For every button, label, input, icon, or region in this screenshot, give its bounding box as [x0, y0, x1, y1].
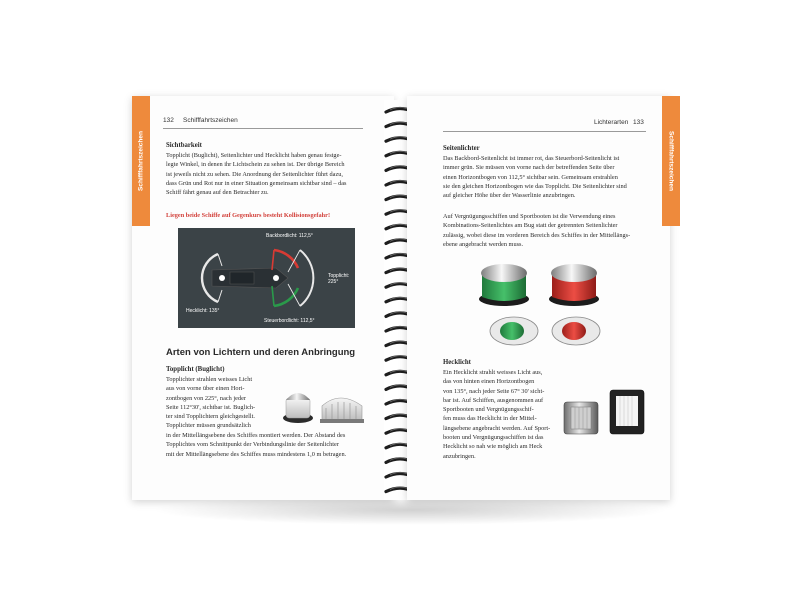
- text-line: auf gleicher Höhe über der Wasserlinie anzubringen.: [443, 192, 576, 200]
- left-side-tab-label: Schifffahrtszeichen: [137, 131, 145, 191]
- text-line: das von hinten einen Horizontbogen: [443, 378, 535, 386]
- right-header-rule: [443, 131, 646, 132]
- right-side-tab-label: Schifffahrtszeichen: [667, 131, 675, 191]
- starboard-light-label: Steuerbordlicht: 112,5°: [264, 318, 315, 324]
- text-line: bar ist. Auf Schiffen, ausgenommen auf: [443, 396, 544, 404]
- side-lights-photo: [476, 255, 604, 350]
- text-line: von 135°, nach jeder Seite 67° 30' sicht-: [443, 387, 545, 395]
- text-line: Seite 112°30', sichtbar ist. Buglich-: [166, 403, 256, 411]
- text-line: Topplicht (Buglicht), Seitenlichter und Hecklicht haben genau festge-: [166, 152, 342, 159]
- right-side-tab: [662, 96, 680, 226]
- text-line: Topplichter strahlen weisses Licht: [166, 376, 253, 383]
- seitenlichter-heading: Seitenlichter: [443, 145, 480, 152]
- text-line: mit der Mittellängsebene des Schiffes muss mindestens 1,0 m betragen.: [166, 450, 347, 458]
- masthead-light-photo: [280, 384, 368, 428]
- masthead-light-dot: [273, 275, 279, 281]
- light-sectors-diagram: [178, 228, 355, 328]
- topplicht-full-text: [166, 431, 368, 459]
- stern-light-label: Hecklicht: 135°: [186, 308, 220, 314]
- left-header-rule: [163, 128, 363, 129]
- masthead-angle-label: 225°: [328, 279, 339, 285]
- text-line: Das Backbord-Seitenlicht ist immer rot, das Steuerbord-Seitenlicht ist: [443, 155, 620, 162]
- text-line: Topplichtes vom Schnittpunkt der Verbindungslinie der Seitenlichter: [166, 441, 339, 449]
- boat-cabin: [230, 272, 254, 284]
- right-header-title: Lichterarten: [594, 119, 629, 126]
- text-line: aus von vorne über einen Hori-: [166, 385, 245, 393]
- text-line: ist jeweils nicht zu sehen. Die Anordnung der Seitenlichter führt dazu,: [166, 170, 343, 178]
- seitenlichter-text: [443, 154, 646, 200]
- sichtbarkeit-heading: Sichtbarkeit: [166, 142, 202, 149]
- text-line: Ein Hecklicht strahlt weisses Licht aus,: [443, 369, 543, 376]
- text-line: Kombinations-Seitenlichtes am Bug statt der getrennten Seitenlichter: [443, 222, 618, 230]
- arten-heading: Arten von Lichtern und deren Anbringung: [166, 347, 356, 358]
- topplicht-narrow-text: [166, 375, 274, 431]
- text-line: fen muss das Hecklicht in der Mittel-: [443, 415, 537, 423]
- text-line: zontbogen von 225°, nach jeder: [166, 394, 246, 402]
- text-line: zulässig, wobei diese im vorderen Bereich des Schiffes in der Mittellängs-: [443, 231, 631, 239]
- right-page-number: 133: [633, 119, 644, 126]
- sichtbarkeit-text: [166, 151, 368, 197]
- text-line: längsebene angebracht werden. Auf Sport-: [443, 424, 551, 432]
- left-page-number: 132: [163, 117, 174, 124]
- masthead-light-label: Topplicht:: [328, 273, 350, 279]
- text-line: Sportbooten und Vergnügungsschif-: [443, 406, 534, 414]
- hecklicht-text: [443, 368, 551, 461]
- text-line: dass Grün und Rot nur in einer Situation gemeinsam sichtbar sind – das: [166, 179, 347, 187]
- port-light-label: Backbordlicht: 112,5°: [266, 233, 313, 239]
- text-line: anzubringen.: [443, 452, 476, 460]
- kombination-text: [443, 212, 646, 249]
- text-line: ter sind Topplichtern gleichgestellt.: [166, 413, 255, 421]
- text-line: ebene angebracht werden muss.: [443, 240, 524, 248]
- left-header-title: Schifffahrtszeichen: [183, 117, 238, 124]
- text-line: booten und Vergnügungsschiffen ist das: [443, 434, 544, 442]
- text-line: legte Winkel, in denen ihr Lichtschein zu sehen ist. Der übrige Bereich: [166, 161, 345, 169]
- hecklicht-heading: Hecklicht: [443, 359, 471, 366]
- text-line: Topplichter müssen grundsätzlich: [166, 422, 251, 430]
- stern-light-dot: [219, 275, 225, 281]
- starboard-light-arc: [274, 288, 298, 306]
- collision-warning: Liegen beide Schiffe auf Gegenkurs besteht Kollisionsgefahr!: [166, 212, 331, 219]
- text-line: immer grün. Sie müssen von vorne nach der betreffenden Seite über: [443, 164, 615, 172]
- masthead-light-arc: [300, 250, 313, 306]
- text-line: Schiff fährt genau auf den Betrachter zu.: [166, 189, 269, 197]
- text-line: in der Mittellängsebene des Schiffes montiert werden. Der Abstand des: [166, 432, 346, 439]
- text-line: Hecklicht so nah wie möglich am Heck: [443, 443, 543, 451]
- topplicht-heading: Topplicht (Buglicht): [166, 366, 225, 373]
- text-line: Auf Vergnügungsschiffen und Sportbooten ist die Verwendung eines: [443, 213, 616, 220]
- text-line: sie den gleichen Horizontbogen wie das Topplicht. Die Seitenlichter sind: [443, 182, 627, 190]
- text-line: einen Horizontbogen von 112,5° sichtbar sein. Gemeinsam erstrahlen: [443, 173, 618, 181]
- left-side-tab: [132, 96, 150, 226]
- port-light-arc: [274, 250, 298, 268]
- stern-light-photo: [562, 386, 648, 438]
- port-sector-line: [272, 250, 274, 270]
- starboard-sector-line: [272, 286, 274, 306]
